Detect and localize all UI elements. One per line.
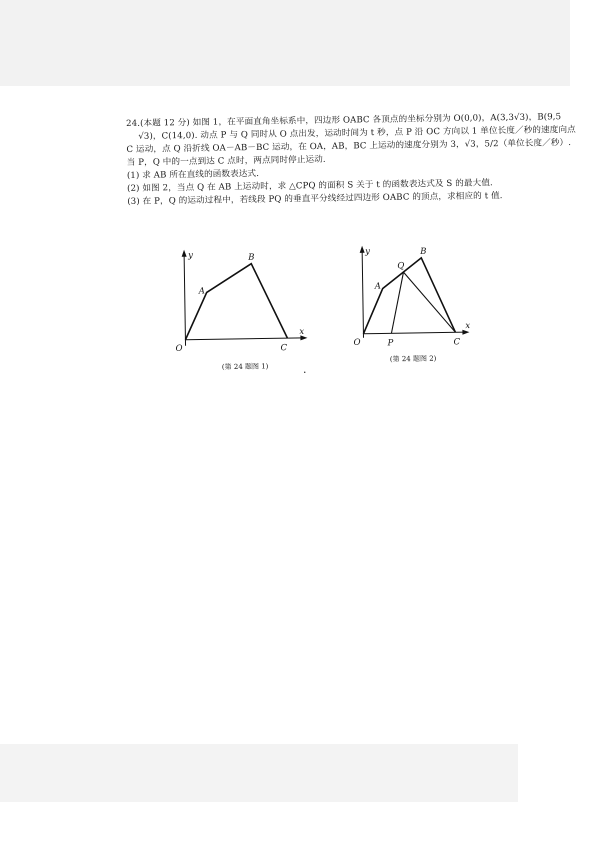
x-axis — [363, 332, 465, 334]
label-a: A — [374, 281, 381, 292]
figure-2-diagram — [348, 240, 490, 372]
label-o: O — [175, 343, 183, 354]
top-gray-band — [0, 0, 570, 86]
problem-24 — [126, 112, 576, 209]
problem-line-2: √3)，C(14,0). 动点 P 与 Q 同时从 O 点出发，运动时间为 t 秒，点 P 沿 OC 方向以 1 单位长度／秒的速度向点 — [138, 124, 576, 142]
label-x: x — [465, 321, 471, 332]
figure-2-caption: (第 24 题图 2) — [389, 354, 437, 364]
x-axis — [185, 338, 303, 340]
figure-2 — [348, 240, 490, 372]
figure-1-caption: (第 24 题图 1) — [221, 362, 269, 372]
y-arrow-icon — [360, 246, 365, 253]
segment-qc — [403, 271, 455, 333]
figure-1 — [168, 246, 320, 378]
question-3: (3) 在 P，Q 的运动过程中，若线段 PQ 的垂直平分线经过四边形 OABC 的顶点，求相应的 t 值. — [127, 191, 503, 207]
quadrilateral-oabc — [184, 263, 287, 340]
stray-mark: · — [303, 366, 307, 379]
y-axis — [362, 250, 363, 338]
label-o: O — [353, 337, 361, 348]
question-1: (1) 求 AB 所在直线的函数表达式. — [126, 168, 260, 181]
y-arrow-icon — [182, 250, 187, 257]
label-x: x — [299, 326, 305, 337]
label-b: B — [420, 246, 427, 257]
label-y: y — [188, 250, 194, 261]
label-a: A — [198, 286, 205, 297]
label-c: C — [280, 343, 288, 354]
problem-line-3: C 运动，点 Q 沿折线 OA－AB－BC 运动，在 OA，AB，BC 上运动的速度分别为 3，√3，5/2（单位长度／秒）. — [126, 138, 572, 155]
label-c: C — [453, 337, 461, 348]
label-y: y — [365, 246, 371, 257]
quadrilateral-oabc — [362, 257, 455, 333]
problem-line-4: 当 P，Q 中的一点到达 C 点时，两点同时停止运动. — [126, 154, 326, 168]
label-b: B — [248, 252, 255, 263]
label-q: Q — [397, 261, 405, 272]
label-p: P — [387, 338, 394, 349]
bottom-gray-band — [0, 744, 518, 802]
question-2: (2) 如图 2，当点 Q 在 AB 上运动时，求 △CPQ 的面积 S 关于 t 的函数表达式及 S 的最大值. — [127, 178, 493, 194]
figure-1-diagram — [168, 246, 320, 378]
problem-header: 24.(本题 12 分) 如图 1，在平面直角坐标系中，四边形 OABC 各顶点的坐标分别为 O(0,0)，A(3,3√3)，B(9,5 — [126, 112, 562, 129]
y-axis — [184, 254, 185, 346]
